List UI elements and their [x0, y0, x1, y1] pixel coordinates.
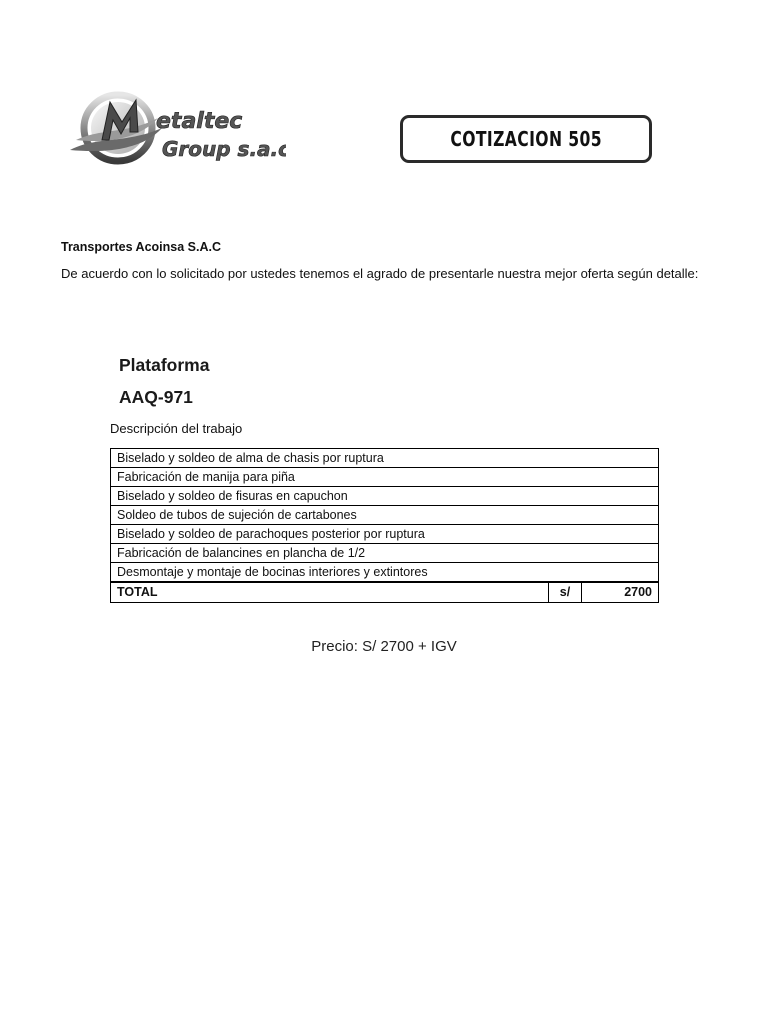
- work-item: Fabricación de manija para piña: [111, 468, 659, 487]
- work-item: Soldeo de tubos de sujeción de cartabones: [111, 506, 659, 525]
- work-item: Desmontaje y montaje de bocinas interiores y extintores: [111, 563, 659, 583]
- table-row: [111, 487, 659, 506]
- table-row: [111, 449, 659, 468]
- table-row: [111, 506, 659, 525]
- client-name: Transportes Acoinsa S.A.C: [61, 240, 221, 254]
- intro-text: De acuerdo con lo solicitado por ustedes tenemos el agrado de presentarle nuestra mejor oferta según detalle:: [61, 266, 699, 281]
- total-row: [111, 582, 659, 603]
- price-note: Precio: S/ 2700 + IGV: [311, 638, 457, 655]
- vehicle-type: Plataforma: [119, 355, 210, 375]
- table-row: [111, 525, 659, 544]
- logo-text-line1: etaltec: [156, 109, 243, 134]
- work-item: Biselado y soldeo de parachoques posterior por ruptura: [111, 525, 659, 544]
- quote-title: COTIZACION 505: [450, 127, 602, 151]
- quote-title-box: [400, 115, 652, 163]
- company-logo: [66, 88, 286, 170]
- work-item: Biselado y soldeo de alma de chasis por ruptura: [111, 449, 659, 468]
- table-row: [111, 468, 659, 487]
- work-item: Fabricación de balancines en plancha de 1/2: [111, 544, 659, 563]
- total-label: TOTAL: [111, 582, 549, 603]
- table-row: [111, 563, 659, 583]
- total-amount: 2700: [582, 582, 659, 603]
- total-currency: s/: [549, 582, 582, 603]
- vehicle-plate: AAQ-971: [119, 387, 193, 407]
- work-table: [110, 448, 659, 603]
- logo-text-line2: Group s.a.c: [162, 137, 286, 161]
- work-description-label: Descripción del trabajo: [110, 421, 243, 436]
- table-row: [111, 544, 659, 563]
- work-item: Biselado y soldeo de fisuras en capuchon: [111, 487, 659, 506]
